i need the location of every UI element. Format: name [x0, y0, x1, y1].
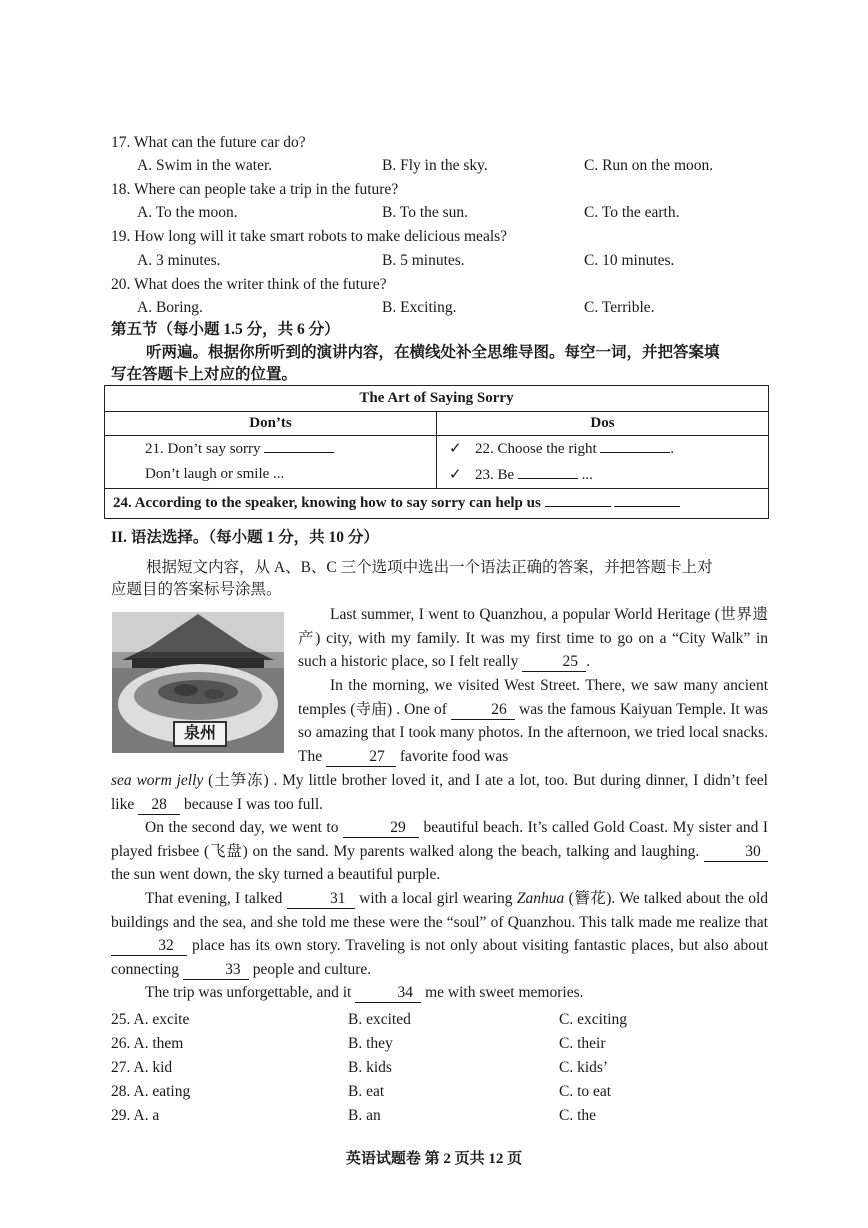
dos-item-22: ✓ 22. Choose the right . — [449, 436, 760, 462]
option-25-c: C. exciting — [559, 1011, 628, 1028]
option-29-c: C. the — [559, 1107, 597, 1124]
question-20-stem: 20. What does the writer think of the future? — [111, 276, 387, 293]
answer-blank-24a — [545, 506, 611, 507]
question-17-option-c: C. Run on the moon. — [584, 157, 714, 174]
question-18-stem: 18. Where can people take a trip in the future? — [111, 181, 399, 198]
blank-30: 30 — [704, 843, 768, 862]
page-footer: 英语试题卷 第 2 页共 12 页 — [345, 1151, 523, 1167]
answer-blank-21 — [264, 452, 334, 453]
option-27-b: B. kids — [348, 1059, 392, 1076]
section-5-heading: 第五节（每小题 1.5 分，共 6 分） — [111, 321, 340, 338]
question-18-option-a: A. To the moon. — [137, 204, 238, 221]
option-26-c: C. their — [559, 1035, 606, 1052]
option-26-b: B. they — [348, 1035, 393, 1052]
check-icon: ✓ — [449, 439, 462, 457]
blank-32: 32 — [111, 937, 187, 956]
quanzhou-food-photo — [112, 612, 284, 753]
blank-28: 28 — [138, 796, 180, 815]
donts-header: Don’ts — [105, 412, 437, 436]
dos-cell — [437, 436, 769, 489]
blank-25: 25 — [522, 653, 586, 672]
option-28-b: B. eat — [348, 1083, 385, 1100]
donts-item-21: 21. Don’t say sorry — [145, 437, 428, 462]
option-25-a: 25. A. excite — [111, 1011, 190, 1028]
question-20-option-b: B. Exciting. — [382, 299, 457, 316]
answer-blank-22 — [600, 452, 670, 453]
option-27-a: 27. A. kid — [111, 1059, 173, 1076]
option-29-a: 29. A. a — [111, 1107, 160, 1124]
sea-worm-jelly-text: sea worm jelly — [111, 772, 204, 789]
passage-paragraph-2-top: In the morning, we visited West Street. There, we saw many ancient temples (寺庙) . One of 26 was the famous Kaiyuan Temple. It was so amazing that I took many photos. In the afternoon, we tried local snacks. The 27 favorite food was — [298, 677, 768, 765]
blank-33: 33 — [183, 961, 249, 980]
answer-blank-23 — [518, 478, 578, 479]
part-2-instruction-2: 应题目的答案标号涂黑。 — [111, 581, 282, 598]
option-25-b: B. excited — [348, 1011, 411, 1028]
question-24-row — [105, 489, 769, 519]
blank-27: 27 — [326, 748, 396, 767]
passage-paragraph-1: Last summer, I went to Quanzhou, a popular World Heritage (世界遗产) city, with my family. It was my first time to go on a “City Walk” in such a historic place, so I felt really 25 . — [298, 606, 768, 671]
section-5-instruction-1: 听两遍。根据你所听到的演讲内容，在横线处补全思维导图。每空一词，并把答案填 — [146, 344, 720, 361]
question-19-option-a: A. 3 minutes. — [137, 252, 221, 269]
dos-item-23: ✓ 23. Be ... — [449, 462, 760, 488]
part-2-heading: II. 语法选择。（每小题 1 分，共 10 分） — [111, 529, 379, 546]
donts-item-laugh: Don’t laugh or smile ... — [145, 466, 285, 482]
blank-29: 29 — [343, 819, 419, 838]
question-20-option-a: A. Boring. — [137, 299, 203, 316]
question-17-stem: 17. What can the future car do? — [111, 134, 306, 151]
question-18-option-b: B. To the sun. — [382, 204, 469, 221]
blank-31: 31 — [287, 890, 355, 909]
mind-map-table — [104, 385, 769, 519]
option-29-b: B. an — [348, 1107, 381, 1124]
answer-blank-24b — [614, 506, 680, 507]
option-28-c: C. to eat — [559, 1083, 612, 1100]
dos-header: Dos — [437, 412, 769, 436]
blank-34: 34 — [355, 984, 421, 1003]
passage-main-text: sea worm jelly (土笋冻) . My little brother loved it, and I ate a lot, too. But during dinner, I didn’t feel like 28 because I was too full. On the second day, we went to 29 beautiful beach. It’s called Gold Coast. My sister and I played frisbee (飞盘) on the sand. My parents walked along the beach, talking and laughing. 30 the sun went down, the sky turned a beautiful purple. That evening, I talked 31 with a local girl wearing Zanhua (簪花). We talked about the old buildings and the sea, and she told me these were the “soul” of Quanzhou. This talk made me realize that 32 place has its own story. Traveling is not only about visiting fantastic places, but also about connecting 33 people and culture. The trip was unforgettable, and it 34 me with sweet memories. — [111, 772, 769, 1002]
question-18-option-c: C. To the earth. — [584, 204, 680, 221]
photo-sign-text: 泉州 — [183, 725, 216, 742]
option-28-a: 28. A. eating — [111, 1083, 191, 1100]
question-24-text: 24. According to the speaker, knowing how to say sorry can help us — [113, 495, 541, 511]
question-17-option-a: A. Swim in the water. — [137, 157, 273, 174]
option-27-c: C. kids’ — [559, 1059, 609, 1076]
mind-map-title: The Art of Saying Sorry — [105, 386, 769, 412]
check-icon: ✓ — [449, 465, 462, 483]
option-26-a: 26. A. them — [111, 1035, 184, 1052]
section-5-instruction-2: 写在答题卡上对应的位置。 — [111, 366, 298, 383]
question-20-option-c: C. Terrible. — [584, 299, 655, 316]
question-17-option-b: B. Fly in the sky. — [382, 157, 488, 174]
donts-cell — [105, 436, 437, 489]
question-19-option-c: C. 10 minutes. — [584, 252, 675, 269]
part-2-instruction-1: 根据短文内容，从 A、B、C 三个选项中选出一个语法正确的答案，并把答题卡上对 — [146, 559, 713, 576]
question-19-option-b: B. 5 minutes. — [382, 252, 465, 269]
blank-26: 26 — [451, 701, 515, 720]
question-19-stem: 19. How long will it take smart robots to make delicious meals? — [111, 228, 508, 245]
